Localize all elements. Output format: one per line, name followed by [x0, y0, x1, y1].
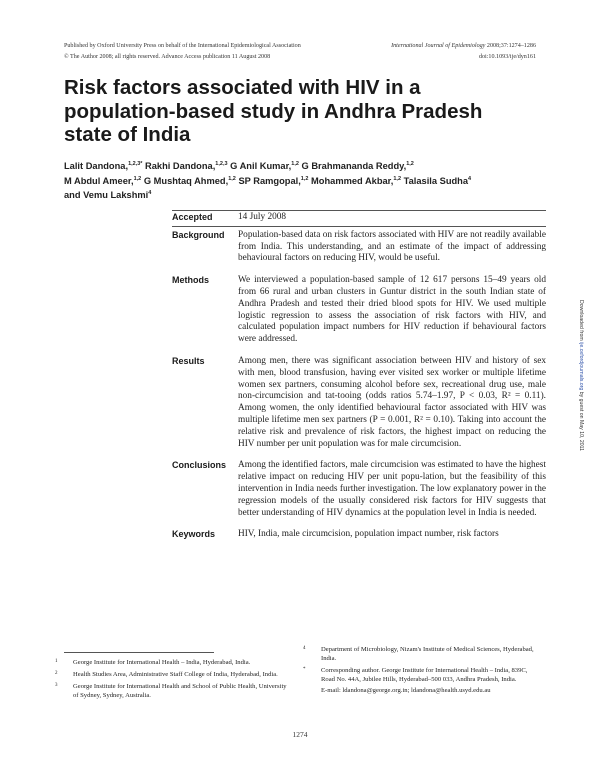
author: Talasila Sudha$^4$: [403, 175, 472, 186]
section-label: Conclusions: [172, 460, 227, 471]
section-label: Background: [172, 229, 225, 240]
article-title: Risk factors associated with HIV in a population-based study in Andhra Pradesh state of India: [64, 76, 483, 146]
abstract-background: [172, 230, 546, 265]
results-text: Among men, there was significant association between HIV and history of sex with men, blood transfusion, having ever visited sex worker or multiple lifetime women sex partners, consuming alcohol before sex, recreational drug use, male non-circumcision and tat-tooing (odds ratios 5.74–1.97, P < 0.03, R² = 0.11). Among women, the only identified behavioural factor associated with HIV was multiple lifetime men sex partners (P = 0.001, R² = 0.10). Taking into account the relative risk and prevalence of risk factors, the highest impact on reducing the HIV number per unit population was for male circumcision.: [238, 355, 546, 449]
author: G Brahmananda Reddy,$^{1,2}$: [301, 161, 414, 171]
footnote: 2 Health Studies Area, Administrative Staff College of India, Hyderabad, India.: [55, 670, 278, 678]
footnote: 1 George Institute for International Health – India, Hyderabad, India.: [55, 659, 251, 666]
footnote: 3 George Institute for International Health and School of Public Health, University of Sydney, Sydney, Australia.: [55, 682, 287, 699]
footnotes-right: [303, 645, 540, 698]
abstract-methods: [172, 275, 546, 346]
accepted-date: 14 July 2008: [238, 212, 287, 222]
author: Lalit Dandona,$^{1,2,3*}$: [64, 161, 143, 171]
author: Rakhi Dandona,$^{1,2,3}$: [145, 161, 228, 171]
footnote: * Corresponding author. George Institute for International Health – India, 839C, Road No. 44A, Jubilee Hills, Hyderabad–500 033, Andhra Pradesh, India.: [303, 666, 528, 683]
footnotes-left: [55, 658, 292, 703]
author: M Abdul Ameer,$^{1,2}$: [64, 175, 142, 186]
journal-name: International Journal of Epidemiology: [391, 43, 486, 49]
abstract-keywords: [172, 529, 546, 541]
footnote-rule: [64, 652, 214, 653]
abstract-conclusions: [172, 460, 546, 519]
publisher-line: Published by Oxford University Press on behalf of the International Epidemiological Association: [64, 43, 301, 49]
source-link[interactable]: ije.oxfordjournals.org: [578, 342, 584, 391]
copyright-line: © The Author 2008; all rights reserved. Advance Access publication 11 August 2008: [64, 54, 271, 60]
section-label: Accepted: [172, 212, 213, 222]
conclusions-text: Among the identified factors, male circumcision was estimated to have the highest relative impact on reducing HIV per unit popu-lation, but the feasibility of this intervention in India needs further investigation. The low explanatory power in the regression models of the usually considered risk factors for HIV suggests that better understanding of HIV dynamics at the population level in India is needed.: [238, 460, 546, 518]
abstract-accepted: [172, 210, 546, 224]
section-label: Results: [172, 355, 205, 366]
journal-citation: [391, 41, 536, 63]
abstract-results: [172, 356, 546, 450]
background-text: Population-based data on risk factors associated with HIV are not readily available from India. This understanding, and an estimate of the impact of addressing behavioural factors on reducing HIV, would be useful.: [238, 229, 546, 264]
doi: doi:10.1093/ije/dyn161: [478, 54, 536, 60]
publisher-notice: [64, 41, 301, 63]
author: SP Ramgopal,$^{1,2}$: [238, 175, 309, 186]
author: G Anil Kumar,$^{1,2}$: [230, 161, 299, 171]
section-label: Methods: [172, 275, 209, 286]
methods-text: We interviewed a population-based sample of 12 617 persons 15–49 years old from 66 rural and urban clusters in Guntur district in the south Indian state of Andhra Pradesh and tested their dried blood spots for HIV. We used multiple logistic regression to assess the association of risk factors with HIV, and calculated population impact numbers for HIV reduction if behavioural factors were addressed.: [238, 275, 546, 345]
author-list: [64, 158, 544, 202]
author: G Mushtaq Ahmed,$^{1,2}$: [143, 175, 236, 186]
download-note: Downloaded from ije.oxfordjournals.org by guest on May 10, 2011: [578, 300, 584, 452]
abstract: [172, 210, 546, 551]
section-label: Keywords: [172, 529, 216, 540]
footnote: 4 Department of Microbiology, Nizam's Institute of Medical Sciences, Hyderabad, India.: [303, 646, 534, 662]
author: and Vemu Lakshmi$^4$: [64, 190, 152, 200]
corresponding-email: E-mail: ldandona@george.org.in; ldandona@health.usyd.edu.au: [321, 686, 491, 694]
author: Mohammed Akbar,$^{1,2}$: [311, 175, 402, 186]
page-number: 1274: [292, 730, 308, 739]
citation-volume: 2008;37:1274–1286: [485, 43, 536, 49]
keywords-text: HIV, India, male circumcision, population impact number, risk factors: [238, 529, 499, 540]
